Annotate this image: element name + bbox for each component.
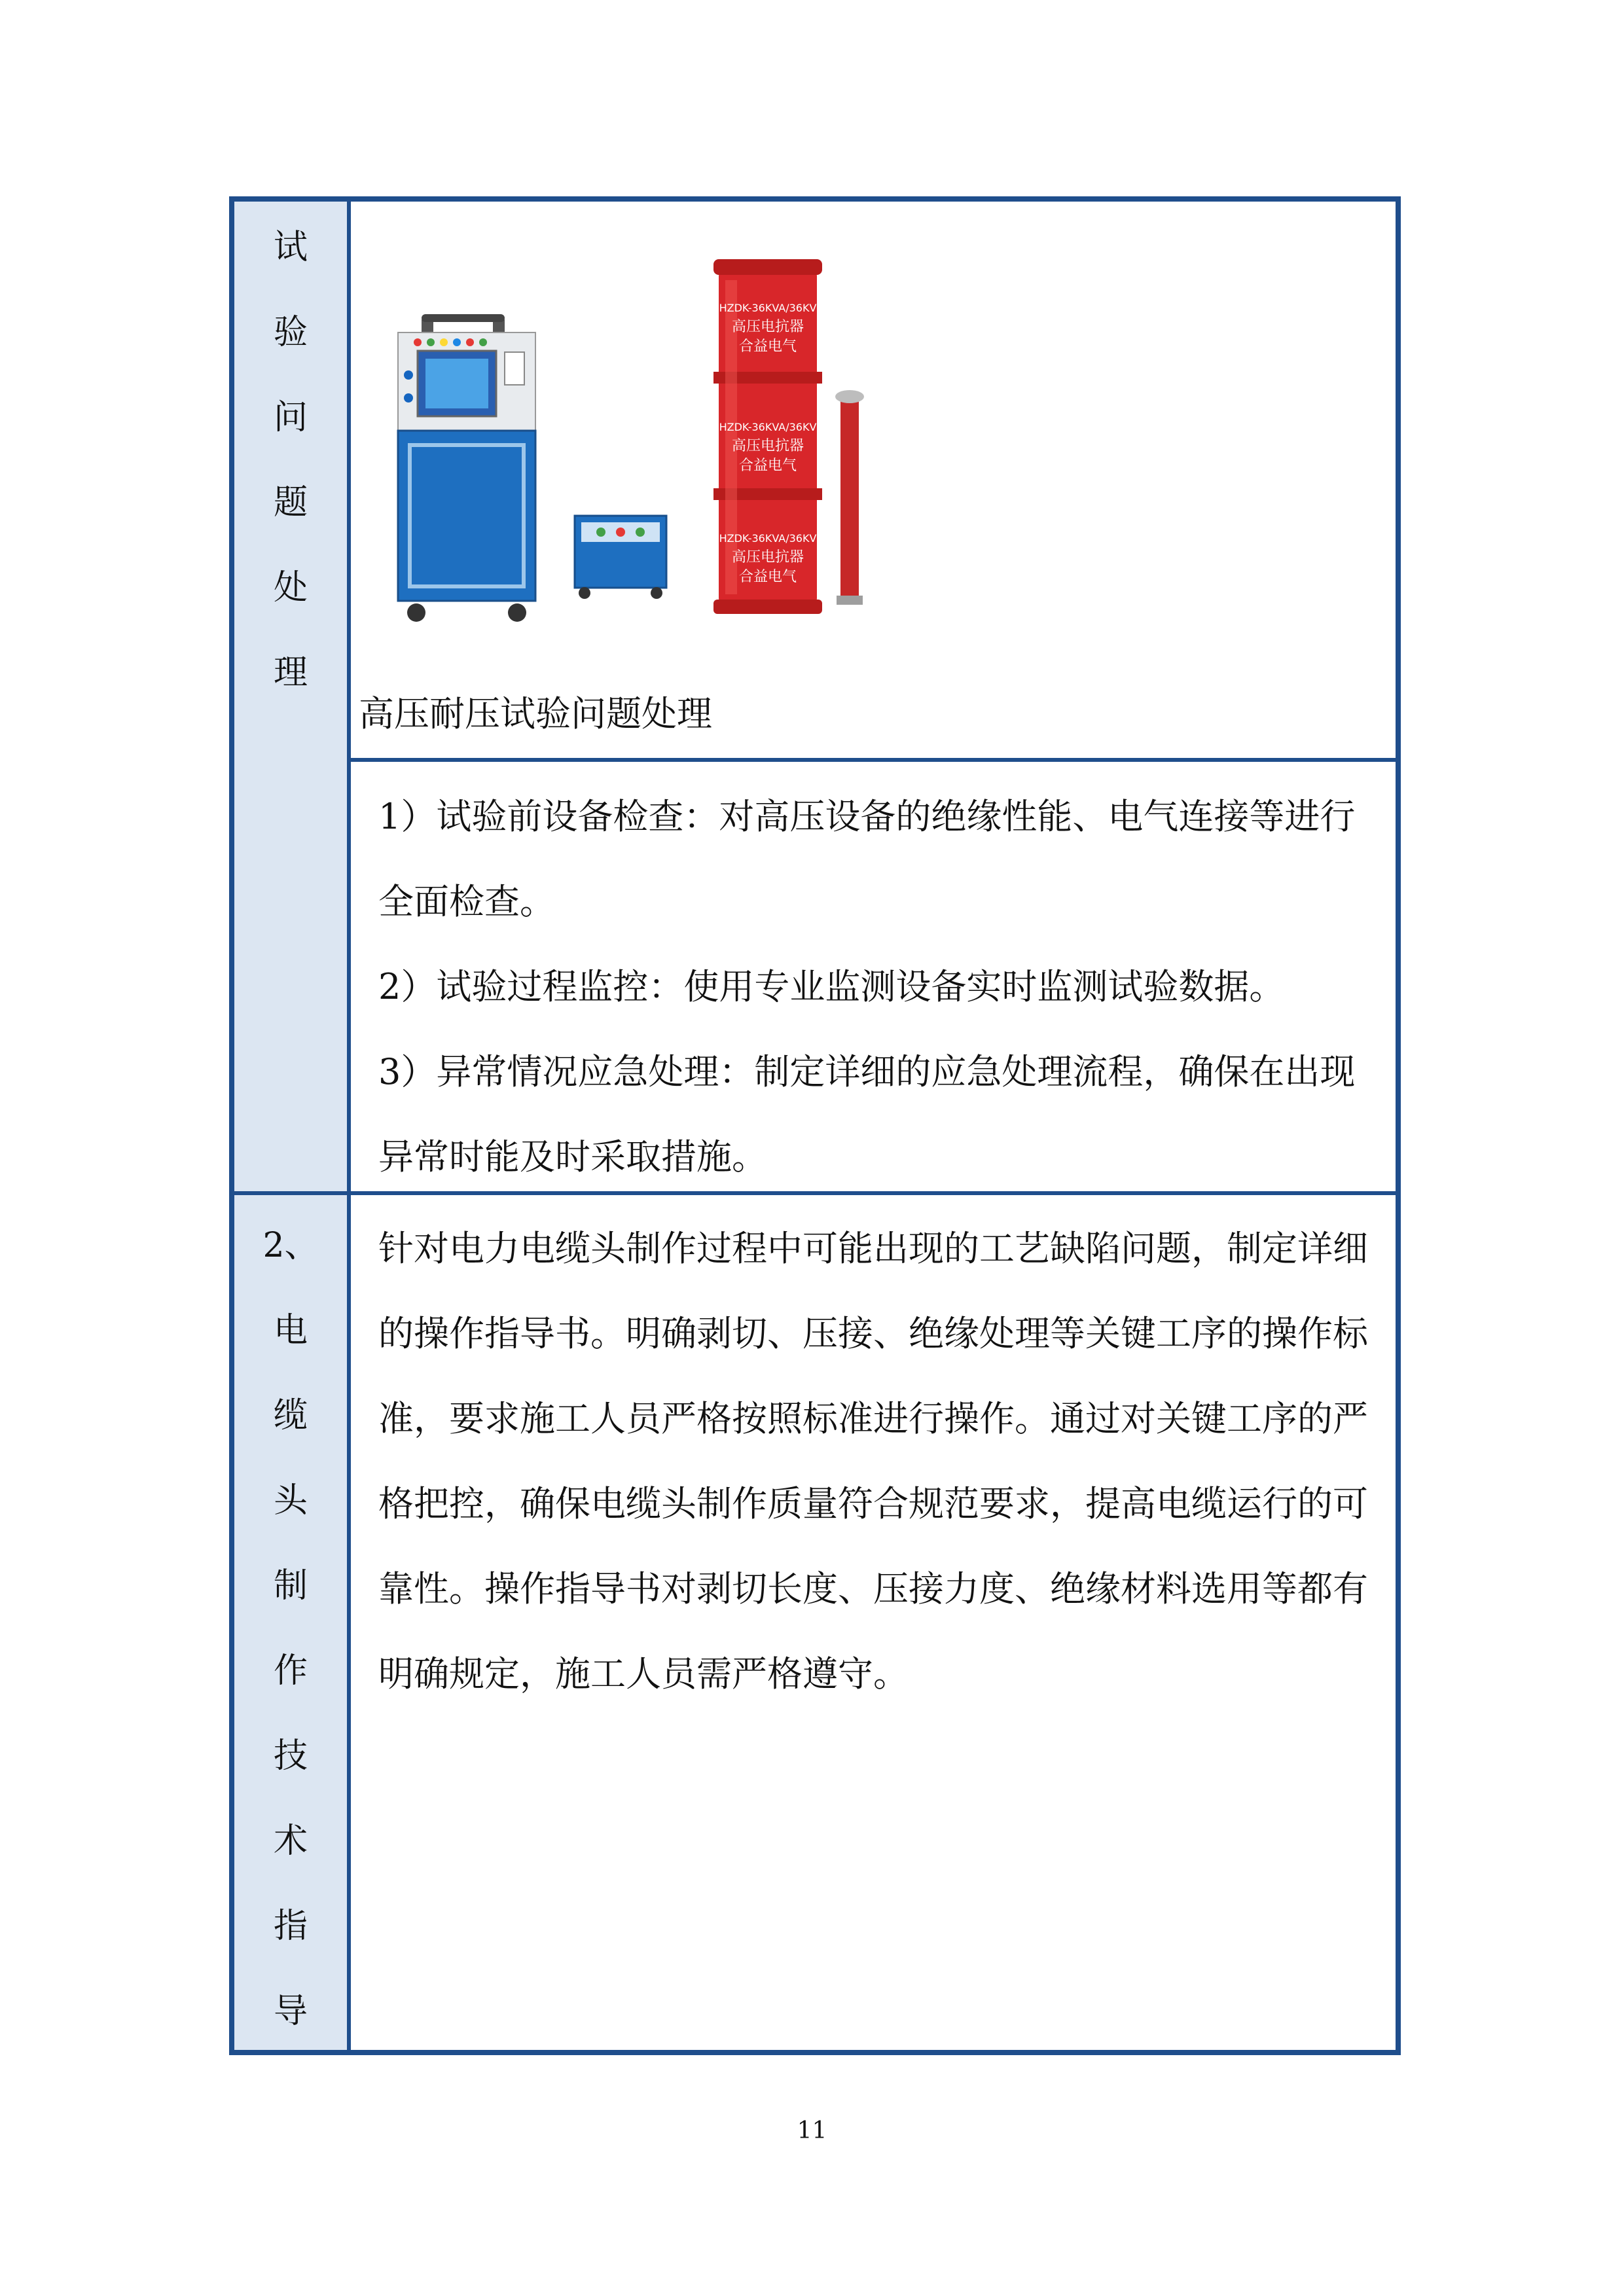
- reactor-label-text: 高压电抗器: [731, 438, 804, 454]
- list-item: 3）异常情况应急处理：制定详细的应急处理流程，确保在出现异常时能及时采取措施。: [378, 1051, 1356, 1177]
- label-char: 问: [273, 398, 308, 437]
- reactor-model-text: HZDK-36KVA/36KV: [719, 421, 817, 433]
- reactor-brand-text: 合益电气: [738, 569, 797, 585]
- label-char: 头: [273, 1481, 308, 1520]
- label-char: 制: [273, 1566, 308, 1605]
- section1-items: [378, 774, 1373, 1200]
- label-char: 试: [273, 228, 308, 267]
- label-char: 导: [273, 1992, 308, 2031]
- control-box: [575, 516, 666, 599]
- reactor-brand-text: 合益电气: [738, 457, 797, 474]
- document-table: [229, 196, 1401, 2055]
- reactor-model-text: HZDK-36KVA/36KV: [719, 302, 817, 314]
- label-char: 题: [273, 483, 308, 522]
- voltage-divider: [835, 390, 864, 605]
- section2-vertical-label: [234, 1203, 347, 2054]
- column-divider: [347, 202, 351, 2050]
- list-item: 2）试验过程监控：使用专业监测设备实时监测试验数据。: [378, 966, 1285, 1007]
- test-console: [398, 314, 535, 622]
- label-char: 术: [273, 1821, 308, 1861]
- reactor-model-text: HZDK-36KVA/36KV: [719, 532, 817, 545]
- reactor-brand-text: 合益电气: [738, 338, 797, 355]
- label-char: 缆: [273, 1396, 308, 1435]
- reactor-label-text: 高压电抗器: [731, 549, 804, 565]
- label-char: 技: [273, 1736, 308, 1776]
- label-char: 电: [273, 1311, 308, 1350]
- reactor-label-text: 高压电抗器: [731, 319, 804, 335]
- body-paragraph: 针对电力电缆头制作过程中可能出现的工艺缺陷问题，制定详细的操作指导书。明确剥切、压接、绝缘处理等关键工序的操作标准，要求施工人员严格按照标准进行操作。通过对关键工序的严格把控，确保电缆头制作质量符合规范要求，提高电缆运行的可靠性。操作指导书对剥切长度、压接力度、绝缘材料选用等都有明确规定，施工人员需严格遵守。: [378, 1228, 1368, 1695]
- label-char: 处: [273, 568, 308, 607]
- equipment-photo: [378, 241, 889, 647]
- label-char: 指: [273, 1907, 308, 1946]
- section1-vertical-label: [234, 205, 347, 715]
- reactor-stack: [713, 259, 822, 614]
- section2-body: [378, 1206, 1373, 1717]
- list-item: 1）试验前设备检查：对高压设备的绝缘性能、电气连接等进行全面检查。: [378, 796, 1356, 922]
- label-char: 验: [273, 313, 308, 352]
- label-char: 作: [273, 1651, 308, 1691]
- page-number: 11: [797, 2117, 827, 2144]
- label-char: 2、: [262, 1226, 319, 1265]
- photo-caption: 高压耐压试验问题处理: [359, 693, 712, 734]
- row-divider-inner: [351, 758, 1396, 762]
- label-char: 理: [273, 653, 308, 692]
